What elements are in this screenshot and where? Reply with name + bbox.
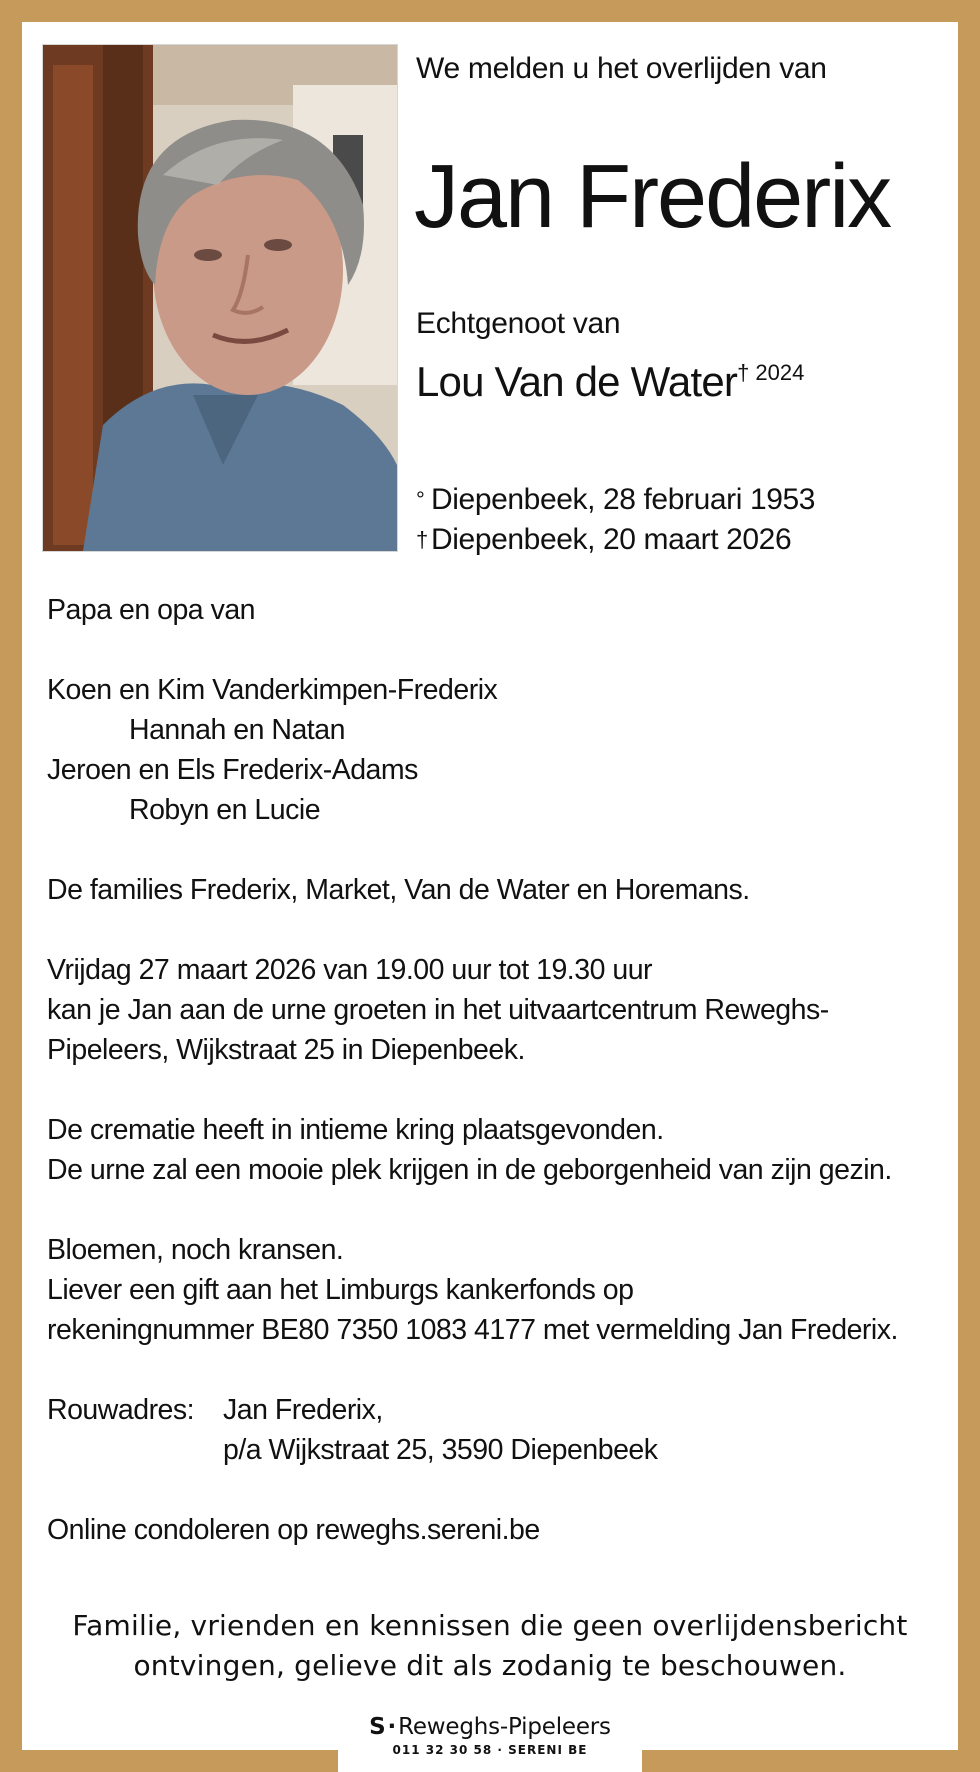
address-line-2: p/a Wijkstraat 25, 3590 Diepenbeek: [223, 1434, 658, 1466]
obituary-card: [22, 22, 958, 1750]
cremation-line: De urne zal een mooie plek krijgen in de geborgenheid van zijn gezin.: [47, 1154, 892, 1186]
death-date: Diepenbeek, 20 maart 2026: [431, 523, 792, 556]
spouse-death-note: † 2024: [737, 360, 805, 385]
life-dates: [416, 480, 815, 560]
logo-separator: ·: [387, 1714, 397, 1740]
portrait-photo: [42, 44, 398, 552]
flowers-line: Bloemen, noch kransen.: [47, 1234, 344, 1266]
obituary-body: [47, 590, 947, 1550]
family-heading: Papa en opa van: [47, 594, 256, 626]
visit-line: Pipeleers, Wijkstraat 25 in Diepenbeek.: [47, 1034, 525, 1066]
deceased-name: Jan Frederix: [414, 147, 891, 247]
family-line: Jeroen en Els Frederix-Adams: [47, 754, 418, 786]
spouse-label: Echtgenoot van: [416, 307, 621, 340]
closing-notice: [22, 1606, 958, 1686]
funeral-home-contact: 011 32 30 58 · SERENI BE: [392, 1743, 588, 1757]
birth-date: Diepenbeek, 28 februari 1953: [431, 483, 816, 516]
spouse-name-block: [416, 358, 804, 406]
address-line-1: Jan Frederix,: [223, 1394, 383, 1426]
visit-line: kan je Jan aan de urne groeten in het uitvaartcentrum Reweghs-: [47, 994, 829, 1026]
address-label: Rouwadres:: [47, 1394, 195, 1426]
flowers-line: Liever een gift aan het Limburgs kankerfonds op: [47, 1274, 634, 1306]
death-line: [416, 520, 815, 560]
announcement-intro: We melden u het overlijden van: [416, 52, 827, 85]
birth-line: [416, 480, 815, 520]
funeral-home-name: Reweghs-Pipeleers: [398, 1714, 611, 1740]
death-symbol: †: [416, 527, 428, 552]
flowers-line: rekeningnummer BE80 7350 1083 4177 met vermelding Jan Frederix.: [47, 1314, 898, 1346]
funeral-home-footer: [338, 1704, 642, 1772]
portrait-illustration: [43, 45, 397, 551]
cremation-line: De crematie heeft in intieme kring plaatsgevonden.: [47, 1114, 664, 1146]
funeral-home-logo: [338, 1712, 642, 1742]
visit-line: Vrijdag 27 maart 2026 van 19.00 uur tot 19.30 uur: [47, 954, 653, 986]
closing-line: Familie, vrienden en kennissen die geen overlijdensbericht: [72, 1609, 908, 1642]
mourning-address: [47, 1390, 947, 1470]
family-line: Koen en Kim Vanderkimpen-Frederix: [47, 674, 498, 706]
address-lines: [223, 1390, 658, 1470]
grandchildren-line: Robyn en Lucie: [129, 794, 321, 826]
spouse-name: Lou Van de Water: [416, 358, 738, 405]
grandchildren-line: Hannah en Natan: [129, 714, 345, 746]
families-line: De families Frederix, Market, Van de Water en Horemans.: [47, 874, 750, 906]
sereni-logo-icon: S: [369, 1714, 386, 1740]
birth-symbol: °: [416, 487, 425, 512]
online-condolence: Online condoleren op reweghs.sereni.be: [47, 1514, 540, 1546]
closing-line: ontvingen, gelieve dit als zodanig te beschouwen.: [133, 1649, 847, 1682]
